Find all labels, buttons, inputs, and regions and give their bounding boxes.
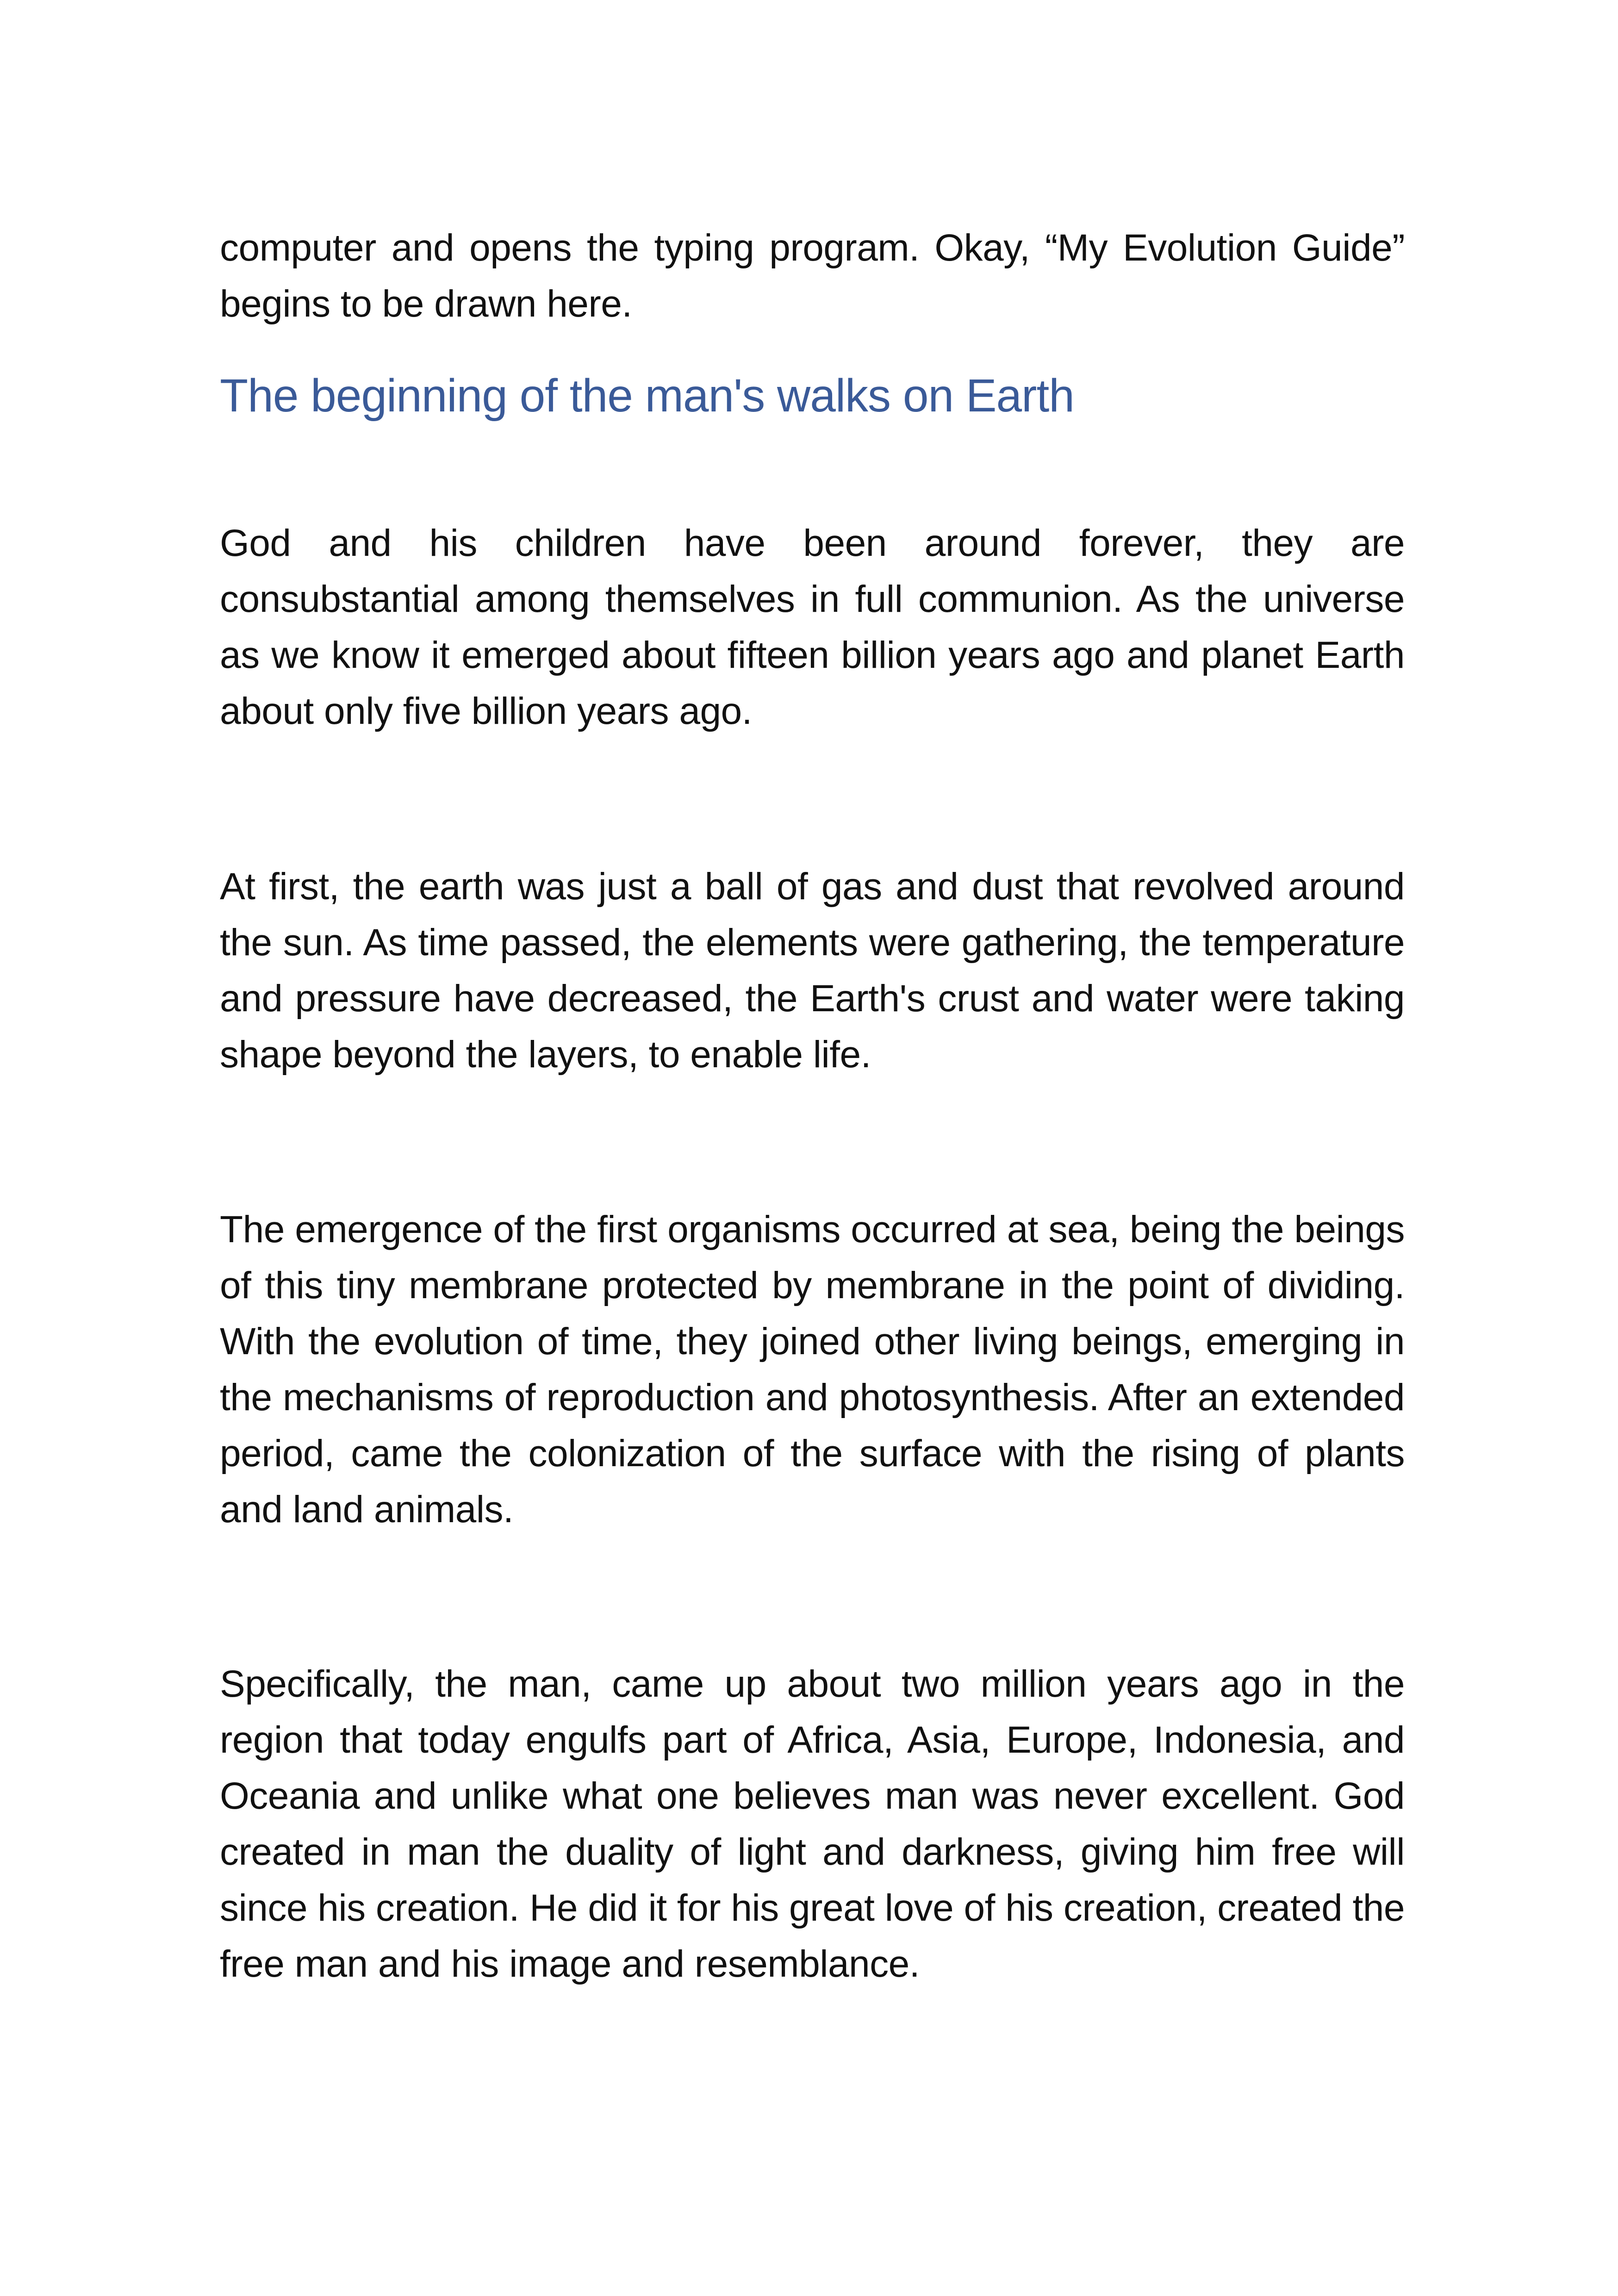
body-paragraph-1: God and his children have been around forever, they are consubstantial among themselves in full communion. As the universe as we know it emerged about fifteen billion years ago and planet Earth about only five billion years ago. — [220, 522, 1405, 732]
body-paragraph-3: The emergence of the first organisms occurred at sea, being the beings of this tiny membrane protected by membrane in the point of dividing. With the evolution of time, they joined other living beings, emerging in the mechanisms of reproduction and photosynthesis. After an extended period, came the colonization of the surface with the rising of plants and land animals. — [220, 1208, 1405, 1531]
body-paragraph-2: At first, the earth was just a ball of gas and dust that revolved around the sun. As time passed, the elements were gathering, the temperature and pressure have decreased, the Earth's crust and water were taking shape beyond the layers, to enable life. — [220, 865, 1405, 1076]
intro-paragraph: computer and opens the typing program. Okay, “My Evolution Guide” begins to be drawn here. — [220, 227, 1405, 325]
section-heading: The beginning of the man's walks on Earth — [220, 370, 1074, 422]
body-paragraph-4: Specifically, the man, came up about two million years ago in the region that today engulfs part of Africa, Asia, Europe, Indonesia, and Oceania and unlike what one believes man was never excellent. God created in man the duality of light and darkness, giving him free will since his creation. He did it for his great love of his creation, created the free man and his image and resemblance. — [220, 1663, 1405, 1985]
